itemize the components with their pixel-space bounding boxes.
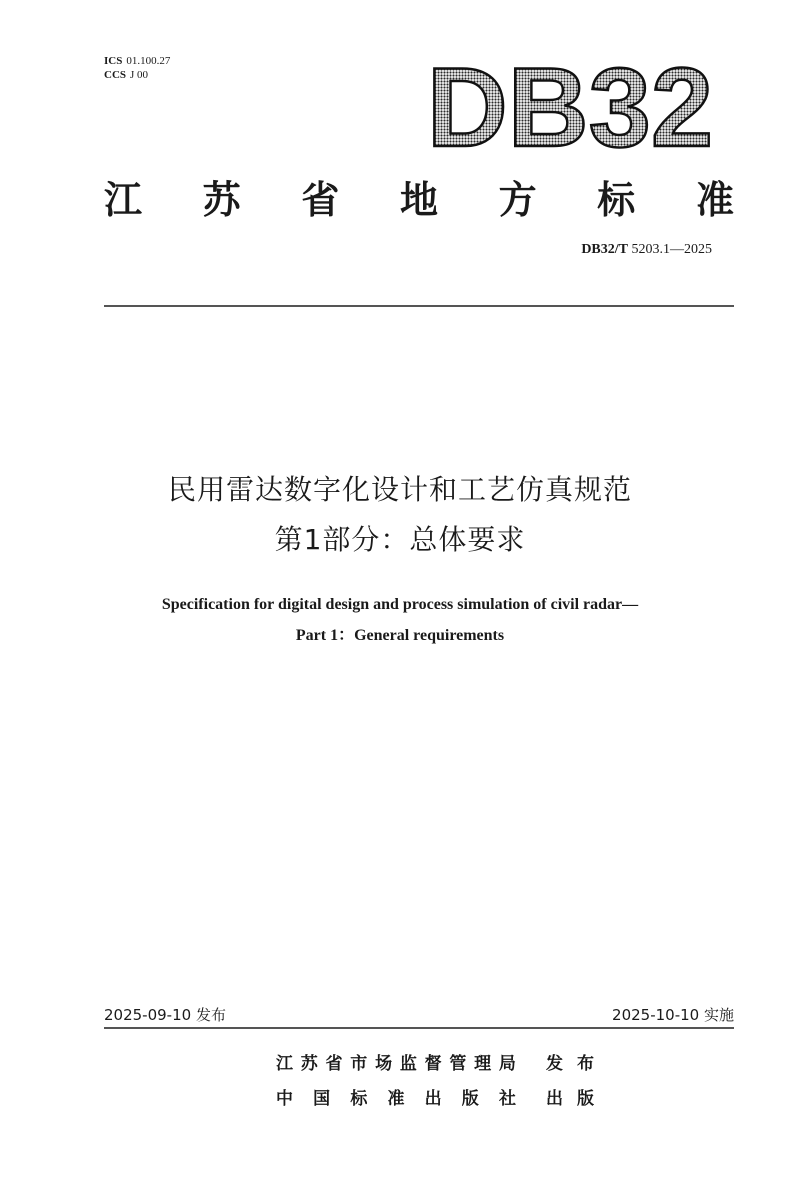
press-name (276, 1084, 516, 1109)
issuer-char: 督 (424, 1053, 442, 1074)
standard-number (581, 242, 712, 258)
bottom-divider (104, 1027, 734, 1029)
publisher-row (276, 1048, 606, 1074)
press-role (546, 1084, 594, 1109)
english-title-line-1: Specification for digital design and process simulation of civil radar— (161, 596, 639, 613)
ccs-code (104, 68, 148, 82)
issuer-char: 理 (474, 1053, 492, 1074)
press-char: 国 (313, 1088, 331, 1109)
issuer-char: 苏 (300, 1053, 318, 1074)
org-title-char: 标 (597, 177, 636, 222)
press-char: 出 (424, 1088, 442, 1109)
issuing-authority (276, 1049, 516, 1074)
issuer-char: 场 (375, 1053, 393, 1074)
standard-number-value: 5203.1—2025 (631, 242, 712, 257)
issuer-char: 市 (350, 1053, 368, 1074)
org-title-char: 江 (104, 177, 143, 222)
issue-date: 2025-09-10 发布 (104, 1006, 226, 1024)
press-char: 版 (461, 1088, 479, 1109)
press-char: 标 (350, 1088, 368, 1109)
press-char: 社 (498, 1088, 516, 1109)
org-title-char: 地 (399, 177, 438, 222)
implementation-date: 2025-10-10 实施 (612, 1006, 734, 1024)
org-title-char: 方 (498, 177, 537, 222)
org-title-char: 省 (301, 177, 340, 222)
db32-logo-text: DB32 (426, 50, 714, 160)
ccs-value: J 00 (130, 69, 149, 81)
issuer-char: 江 (276, 1053, 293, 1074)
org-title (104, 170, 734, 222)
issuer-char: 省 (325, 1053, 343, 1074)
chinese-title-line-1: 民用雷达数字化设计和工艺仿真规范 (167, 473, 632, 506)
ics-code (104, 54, 170, 68)
ics-value: 01.100.27 (126, 55, 171, 67)
issuing-role (546, 1049, 594, 1074)
issuer-char: 监 (399, 1053, 417, 1074)
standard-number-prefix: DB32/T (581, 242, 628, 257)
issuer-role-char: 发 (546, 1053, 563, 1074)
db32-logo (425, 50, 715, 160)
top-divider (104, 305, 734, 307)
press-role-char: 出 (546, 1088, 563, 1109)
issuer-role-char: 布 (577, 1053, 594, 1074)
ccs-label: CCS (104, 69, 127, 81)
press-role-char: 版 (577, 1088, 594, 1109)
org-title-char: 准 (695, 177, 734, 222)
ics-label: ICS (104, 55, 123, 67)
english-title-line-2: Part 1：General requirements (295, 627, 505, 644)
press-char: 中 (276, 1088, 293, 1109)
issuer-char: 局 (498, 1053, 516, 1074)
org-title-char: 苏 (202, 177, 241, 222)
press-char: 准 (387, 1088, 405, 1109)
issuer-char: 管 (449, 1053, 467, 1074)
chinese-title-line-2: 第1部分：总体要求 (274, 523, 526, 556)
press-row (276, 1083, 606, 1109)
